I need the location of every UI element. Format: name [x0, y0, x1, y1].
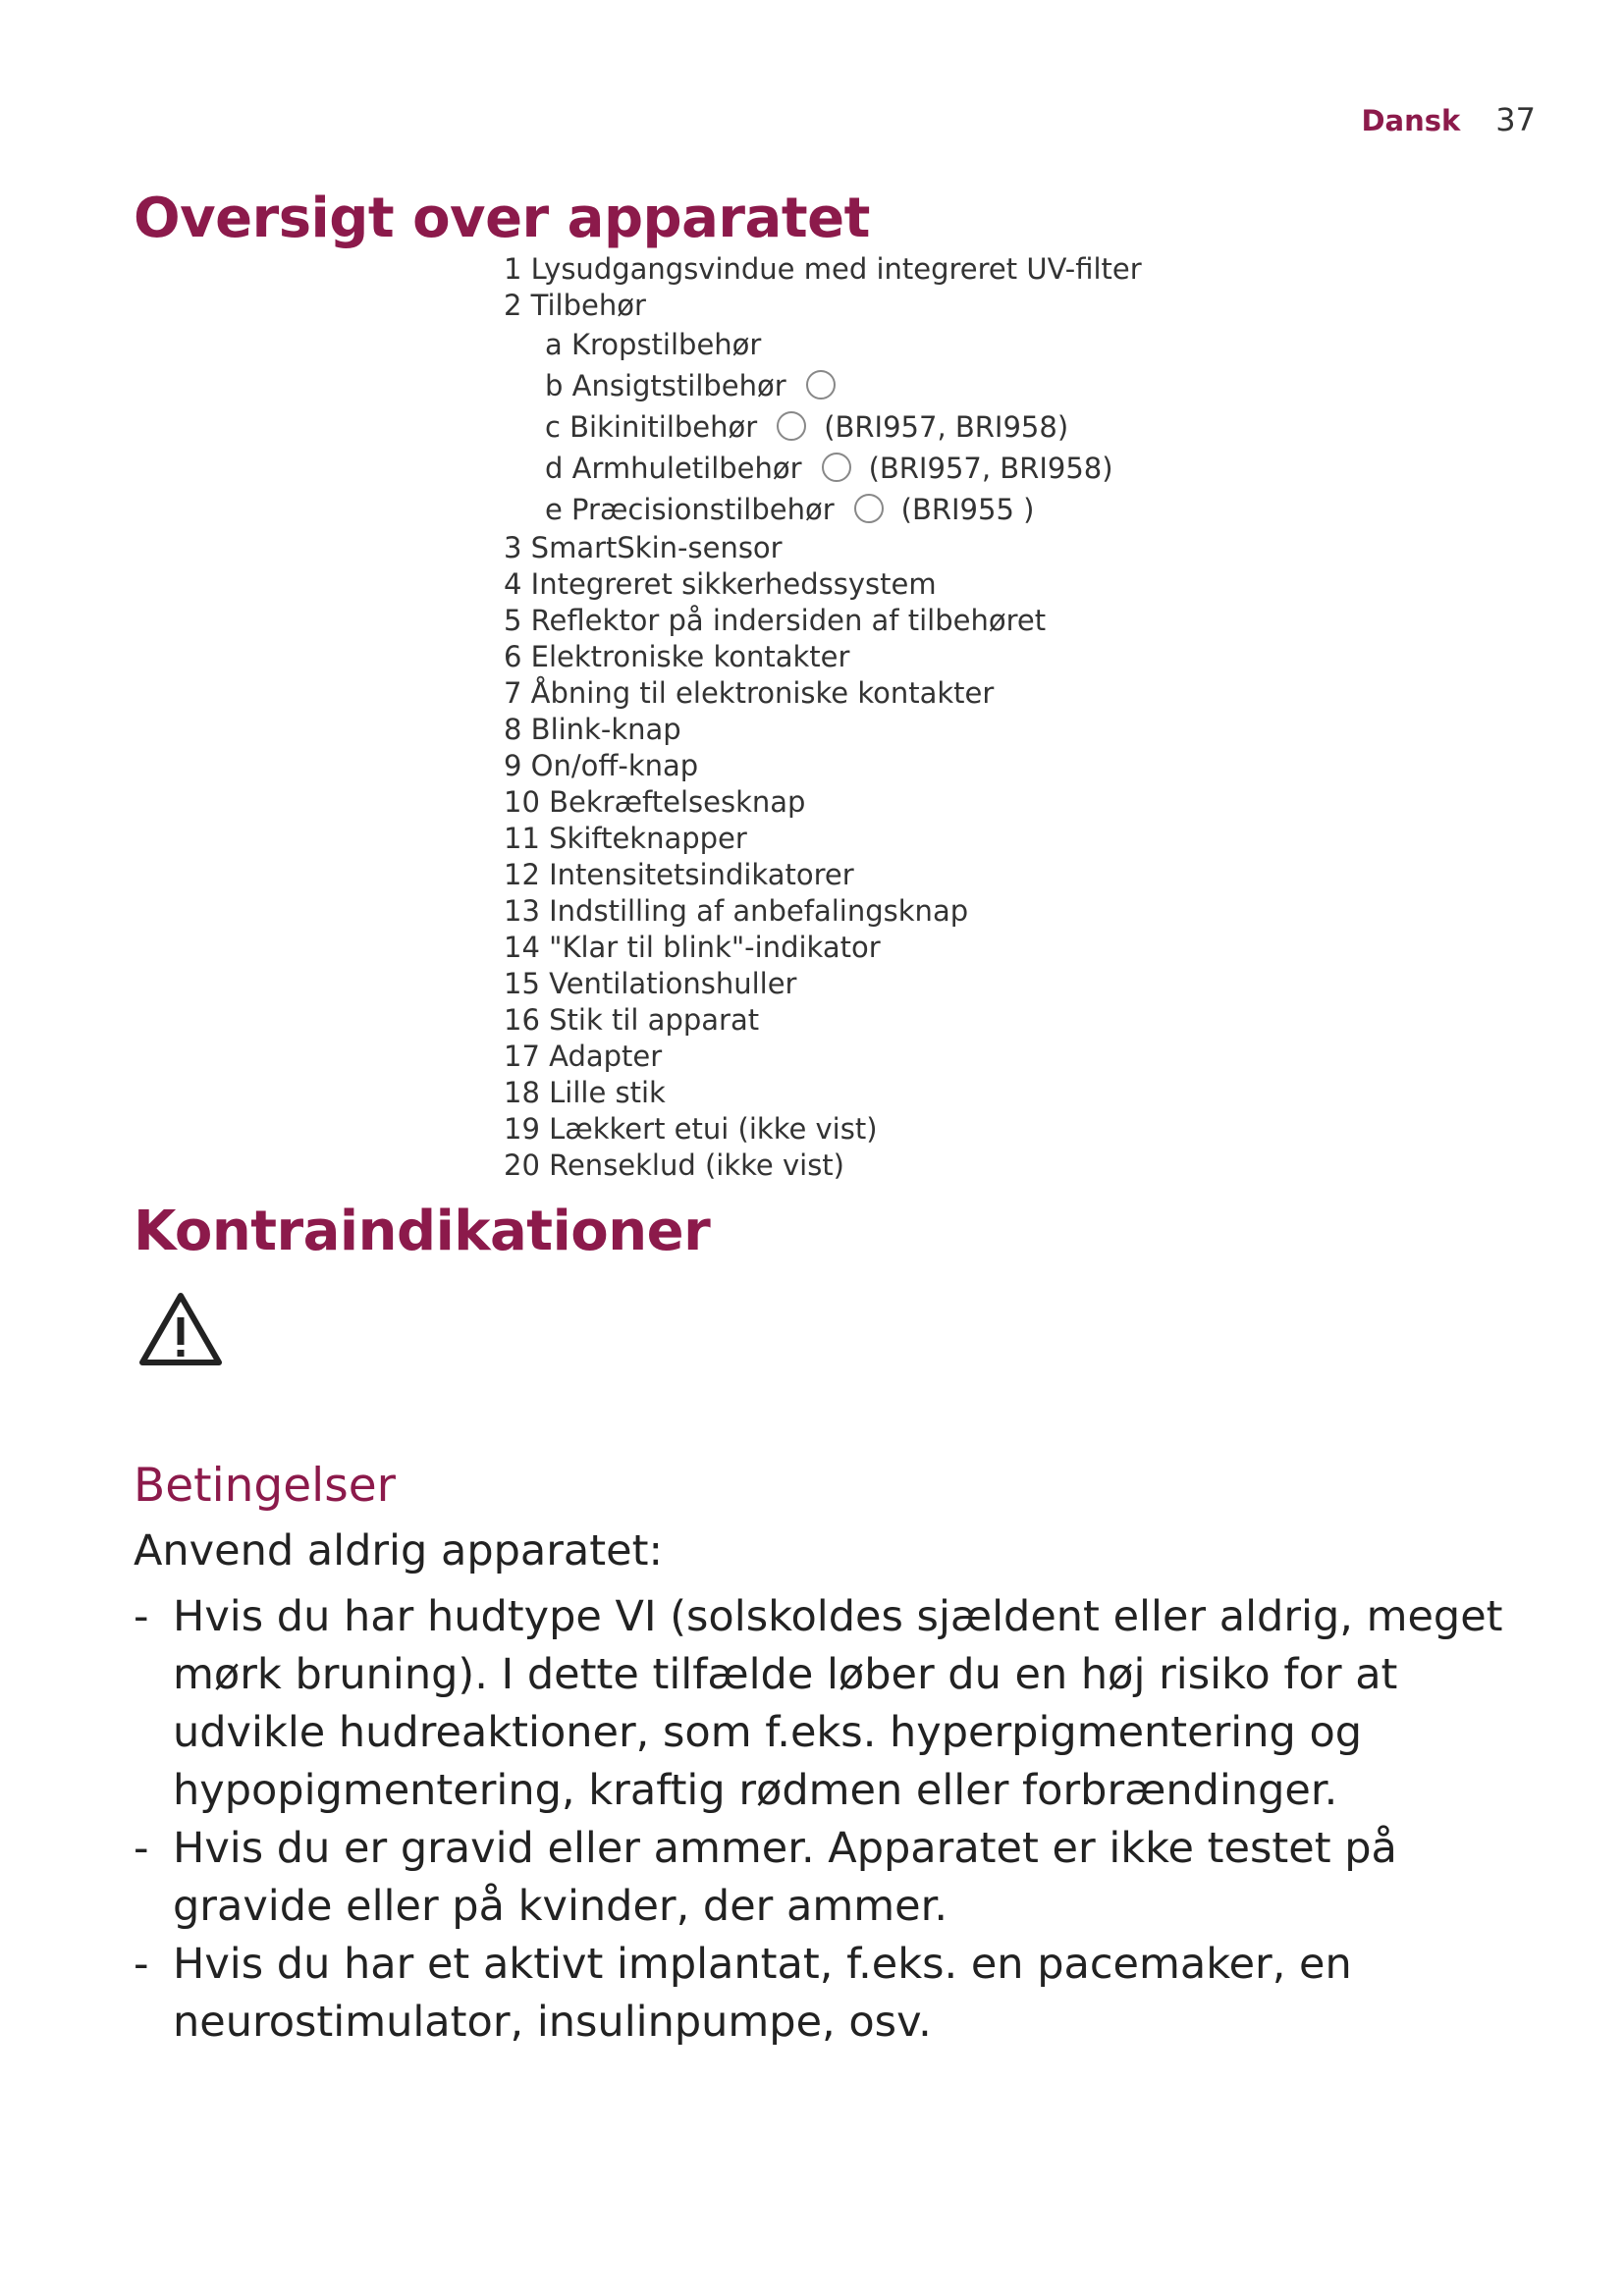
list-item [504, 406, 1486, 448]
underarm-attachment-icon [822, 453, 851, 482]
language-label: Dansk [1361, 104, 1461, 137]
list-item [504, 1002, 1486, 1039]
list-item-text: 3 SmartSkin-sensor [504, 531, 783, 564]
contraindication-text: Hvis du har hudtype VI (solskoldes sjældent eller aldrig, meget mørk bruning). I dette tilfælde løber du en høj risiko for at udvikle hudreaktioner, som f.eks. hyperpigmentering og hypopigmentering, kraftig rødmen eller forbrændinger. [173, 1592, 1503, 1815]
list-item [504, 1111, 1486, 1148]
list-item-text: 5 Reflektor på indersiden af tilbehøret [504, 604, 1047, 637]
list-item [504, 821, 1486, 857]
list-item-text: 4 Integreret sikkerhedssystem [504, 567, 937, 601]
list-item-text: 10 Bekræftelsesknap [504, 785, 806, 819]
list-item-text: 8 Blink-knap [504, 713, 681, 746]
page-number: 37 [1495, 101, 1536, 138]
list-item [504, 1075, 1486, 1111]
warning-icon [138, 1292, 223, 1366]
bullet-marker: - [134, 1940, 149, 1989]
list-item [504, 566, 1486, 603]
list-item-text: 11 Skifteknapper [504, 822, 747, 855]
list-item-text: 9 On/off-knap [504, 749, 699, 782]
list-item [504, 712, 1486, 748]
list-item [504, 1039, 1486, 1075]
list-item-text: d Armhuletilbehør [545, 452, 802, 485]
list-item-text: 13 Indstilling af anbefalingsknap [504, 894, 969, 928]
face-attachment-icon [806, 370, 836, 400]
subsection-title: Betingelser [134, 1459, 396, 1513]
list-item [504, 251, 1486, 288]
list-item [504, 930, 1486, 966]
list-item-text: a Kropstilbehør [545, 328, 762, 361]
list-item [504, 365, 1486, 406]
model-codes: (BRI957, BRI958) [868, 452, 1113, 485]
list-item-text: 1 Lysudgangsvindue med integreret UV-filter [504, 252, 1142, 286]
list-item [504, 639, 1486, 675]
list-item [504, 288, 1486, 324]
list-item [504, 1148, 1486, 1184]
list-item [504, 748, 1486, 784]
list-item-text: 14 "Klar til blink"-indikator [504, 931, 881, 964]
list-item [504, 530, 1486, 566]
contraindication-item [134, 1936, 1528, 2052]
list-item [504, 893, 1486, 930]
list-item-text: 19 Lækkert etui (ikke vist) [504, 1112, 878, 1146]
list-item [504, 966, 1486, 1002]
list-item-text: 7 Åbning til elektroniske kontakter [504, 676, 995, 710]
list-item [504, 603, 1486, 639]
contraindication-text: Hvis du er gravid eller ammer. Apparatet er ikke testet på gravide eller på kvinder, der ammer. [173, 1824, 1397, 1931]
contraindication-list [134, 1588, 1528, 2052]
list-item [504, 489, 1486, 530]
list-item-text: b Ansigtstilbehør [545, 369, 786, 402]
contraindication-item [134, 1588, 1528, 1820]
parts-list [504, 251, 1486, 1184]
list-item-text: c Bikinitilbehør [545, 410, 758, 444]
contraindication-item [134, 1820, 1528, 1936]
model-codes: (BRI955 ) [900, 493, 1035, 526]
list-item-text: 16 Stik til apparat [504, 1003, 760, 1037]
list-item-text: 20 Renseklud (ikke vist) [504, 1148, 844, 1182]
list-item-text: 2 Tilbehør [504, 289, 646, 322]
precision-attachment-icon [854, 494, 884, 523]
contraindication-text: Hvis du har et aktivt implantat, f.eks. en pacemaker, en neurostimulator, insulinpumpe, osv. [173, 1940, 1352, 2047]
bullet-marker: - [134, 1592, 149, 1641]
bikini-attachment-icon [777, 411, 806, 441]
list-item-text: 12 Intensitetsindikatorer [504, 858, 854, 891]
list-item [504, 857, 1486, 893]
list-item-text: 17 Adapter [504, 1040, 663, 1073]
page-header [1361, 101, 1536, 138]
model-codes: (BRI957, BRI958) [824, 410, 1069, 444]
list-item-text: 15 Ventilationshuller [504, 967, 797, 1000]
list-item-text: 18 Lille stik [504, 1076, 666, 1109]
list-item [504, 784, 1486, 821]
section-title-overview: Oversigt over apparatet [134, 187, 870, 250]
list-item-text: e Præcisionstilbehør [545, 493, 835, 526]
section-title-contraindications: Kontraindikationer [134, 1200, 711, 1263]
list-item [504, 675, 1486, 712]
intro-text: Anvend aldrig apparatet: [134, 1526, 663, 1575]
list-item [504, 324, 1486, 365]
list-item-text: 6 Elektroniske kontakter [504, 640, 850, 673]
list-item [504, 448, 1486, 489]
bullet-marker: - [134, 1824, 149, 1873]
